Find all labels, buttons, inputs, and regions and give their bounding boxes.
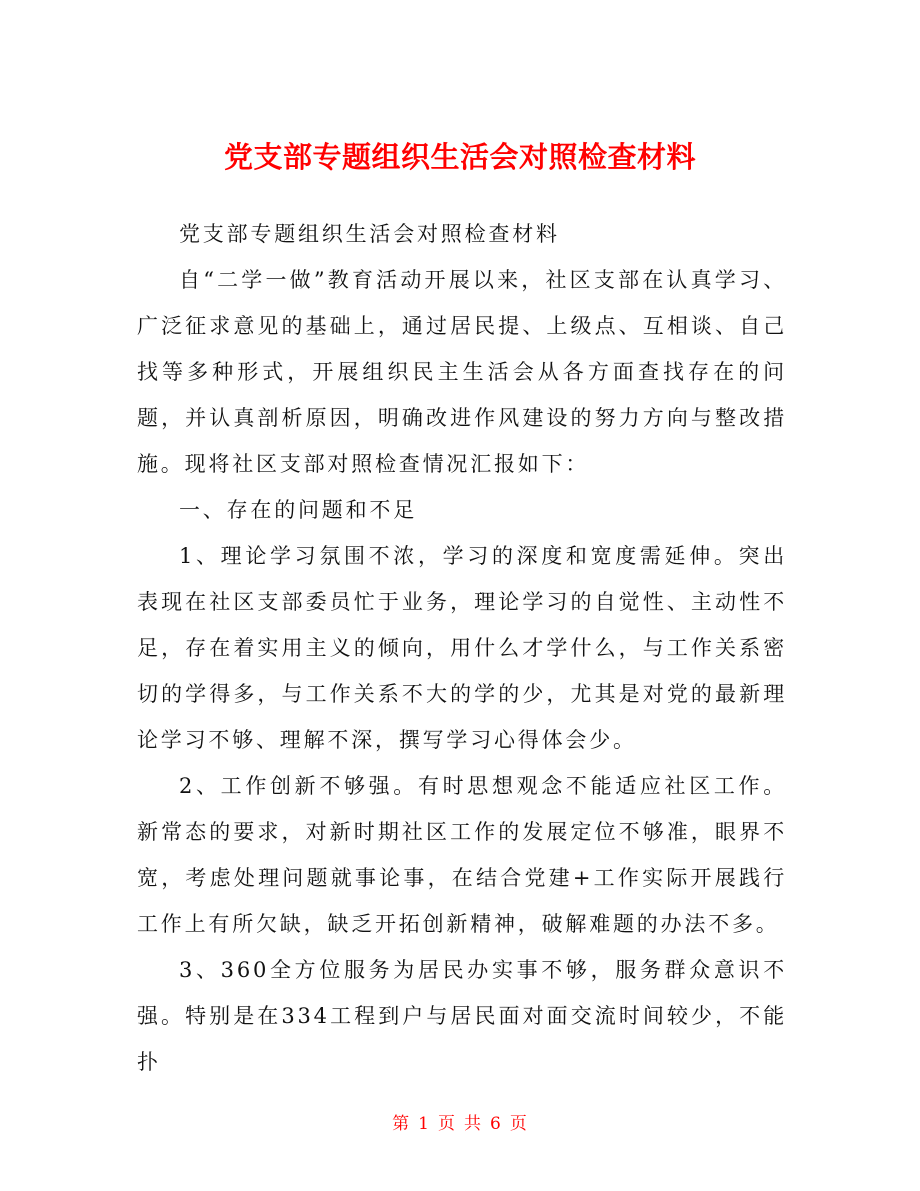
footer-total-label: 共 — [464, 1114, 482, 1134]
issue-paragraph-2: 2、工作创新不够强。有时思想观念不能适应社区工作。新常态的要求，对新时期社区工作的发展定位不够准，眼界不宽，考虑处理问题就事论事，在结合党建+工作实际开展践行工作上有所欠缺，缺乏开拓创新精神，破解难题的办法不多。 — [137, 774, 787, 936]
page-title: 党支部专题组织生活会对照检查材料 — [223, 140, 696, 175]
intro-paragraph: 自“二学一做”教育活动开展以来，社区支部在认真学习、广泛征求意见的基础上，通过居民提、上级点、互相谈、自己找等多种形式，开展组织民主生活会从各方面查找存在的问题，并认真剖析原因，明确改进作风建设的努力方向与整改措施。现将社区支部对照检查情况汇报如下： — [137, 268, 787, 476]
footer-unit-end-label: 页 — [509, 1114, 528, 1134]
subtitle-paragraph: 党支部专题组织生活会对照检查材料 — [179, 222, 560, 246]
footer-page-label: 第 — [392, 1114, 411, 1134]
document-body — [137, 211, 787, 1085]
issue-paragraph-3: 3、360全方位服务为居民办实事不够，服务群众意识不强。特别是在334工程到户与居民面对面交流时间较少，不能扑 — [137, 958, 787, 1074]
section-heading: 一、存在的问题和不足 — [179, 498, 417, 522]
footer-unit-label: 页 — [438, 1114, 456, 1134]
issue-paragraph-1: 1、理论学习氛围不浓，学习的深度和宽度需延伸。突出表现在社区支部委员忙于业务，理论学习的自觉性、主动性不足，存在着实用主义的倾向，用什么才学什么，与工作关系密切的学得多，与工作关系不大的学的少，尤其是对党的最新理论学习不够、理解不深，撰写学习心得体会少。 — [137, 544, 787, 752]
footer-current-page: 1 — [418, 1114, 430, 1134]
page-footer — [0, 1112, 920, 1136]
footer-total-pages: 6 — [490, 1114, 502, 1134]
